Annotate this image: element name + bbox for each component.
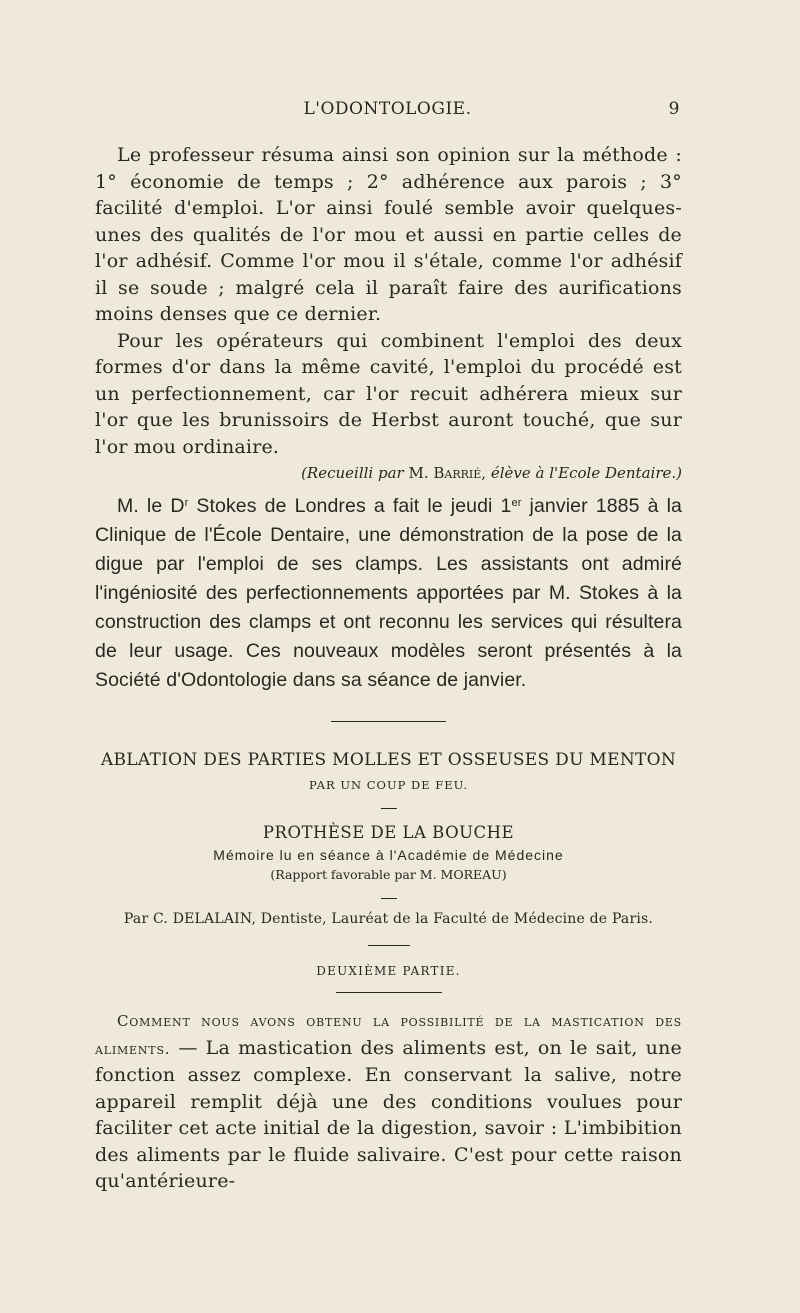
page-body bbox=[95, 142, 682, 1195]
credit-name: M. Barrié, bbox=[408, 464, 487, 482]
superscript-er: er bbox=[511, 497, 522, 509]
superscript-r: r bbox=[184, 497, 189, 509]
credit-suffix: élève à l'Ecole Dentaire. bbox=[490, 464, 677, 482]
section-heading: PROTHÈSE DE LA BOUCHE bbox=[262, 823, 515, 842]
mastication-body: — La mastication des aliments est, on le sait, une fonction assez complexe. En conservant la salive, notre appareil remplit déjà une des conditions voulues pour faciliter cet acte initial de la digestion, savoir : L'imbibition des aliments par le fluide salivaire. C'est pour cette raison qu'antérieure- bbox=[95, 1036, 682, 1192]
section-divider bbox=[331, 721, 446, 722]
credit-prefix: Recueilli par bbox=[306, 464, 404, 482]
credit-line bbox=[95, 464, 682, 482]
stokes-text-a: M. le D bbox=[117, 495, 185, 517]
article-subtitle: PAR UN COUP DE FEU. bbox=[309, 778, 468, 792]
stokes-text-c: janvier 1885 à la Clinique de l'École Dentaire, une démonstration de la pose de la digue par l'emploi de ses clamps. Les assistants ont admiré l'ingéniosité des perfectionnements apportées par M. Stokes à la construction des clamps et ont reconnu les services qui résultera de leur usage. Ces nouveaux modèles seront présentés à la Société d'Odontologie dans sa séance de janvier. bbox=[95, 495, 682, 691]
stokes-text-b: Stokes de Londres a fait le jeudi 1 bbox=[188, 495, 512, 517]
lead-in-small-caps: Comment nous avons obtenu la possibilité de la mastication des aliments. bbox=[95, 1012, 682, 1058]
dash-divider-1 bbox=[381, 808, 397, 809]
page-number: 9 bbox=[668, 99, 680, 119]
paragraph-operators: Pour les opérateurs qui combinent l'emploi des deux formes d'or dans la même cavité, l'emploi du procédé est un perfectionnement, car l'or recuit adhérera mieux sur l'or que les brunissoirs de Herbst auront touché, que sur l'or mou ordinaire. bbox=[95, 329, 682, 458]
paragraph-method-summary: Le professeur résuma ainsi son opinion sur la méthode : 1° économie de temps ; 2° adhérence aux parois ; 3° facilité d'emploi. L'or ainsi foulé semble avoir quelques-unes des qualités de l'or mou et aussi en partie celles de l'or adhésif. Comme l'or mou il s'étale, comme l'or adhésif il se soude ; malgré cela il paraît faire des aurifications moins denses que ce dernier. bbox=[95, 144, 682, 325]
article-title: ABLATION DES PARTIES MOLLES ET OSSEUSES DU MENTON bbox=[100, 750, 677, 770]
paragraph-mastication bbox=[95, 1007, 682, 1195]
dash-divider-2 bbox=[381, 898, 397, 899]
author-line: Par C. DELALAIN, Dentiste, Lauréat de la Faculté de Médecine de Paris. bbox=[123, 911, 654, 927]
credit-open-paren: ( bbox=[301, 464, 307, 482]
rapport-line: (Rapport favorable par M. MOREAU) bbox=[270, 867, 507, 882]
paragraph-stokes-demo bbox=[95, 492, 682, 695]
running-head-title: L'ODONTOLOGIE. bbox=[303, 99, 472, 119]
memoire-line: Mémoire lu en séance à l'Académie de Médecine bbox=[213, 847, 564, 863]
short-divider bbox=[368, 945, 410, 946]
credit-close-paren: ) bbox=[676, 464, 682, 482]
part-divider bbox=[336, 992, 442, 993]
part-heading: DEUXIÈME PARTIE. bbox=[316, 964, 461, 978]
